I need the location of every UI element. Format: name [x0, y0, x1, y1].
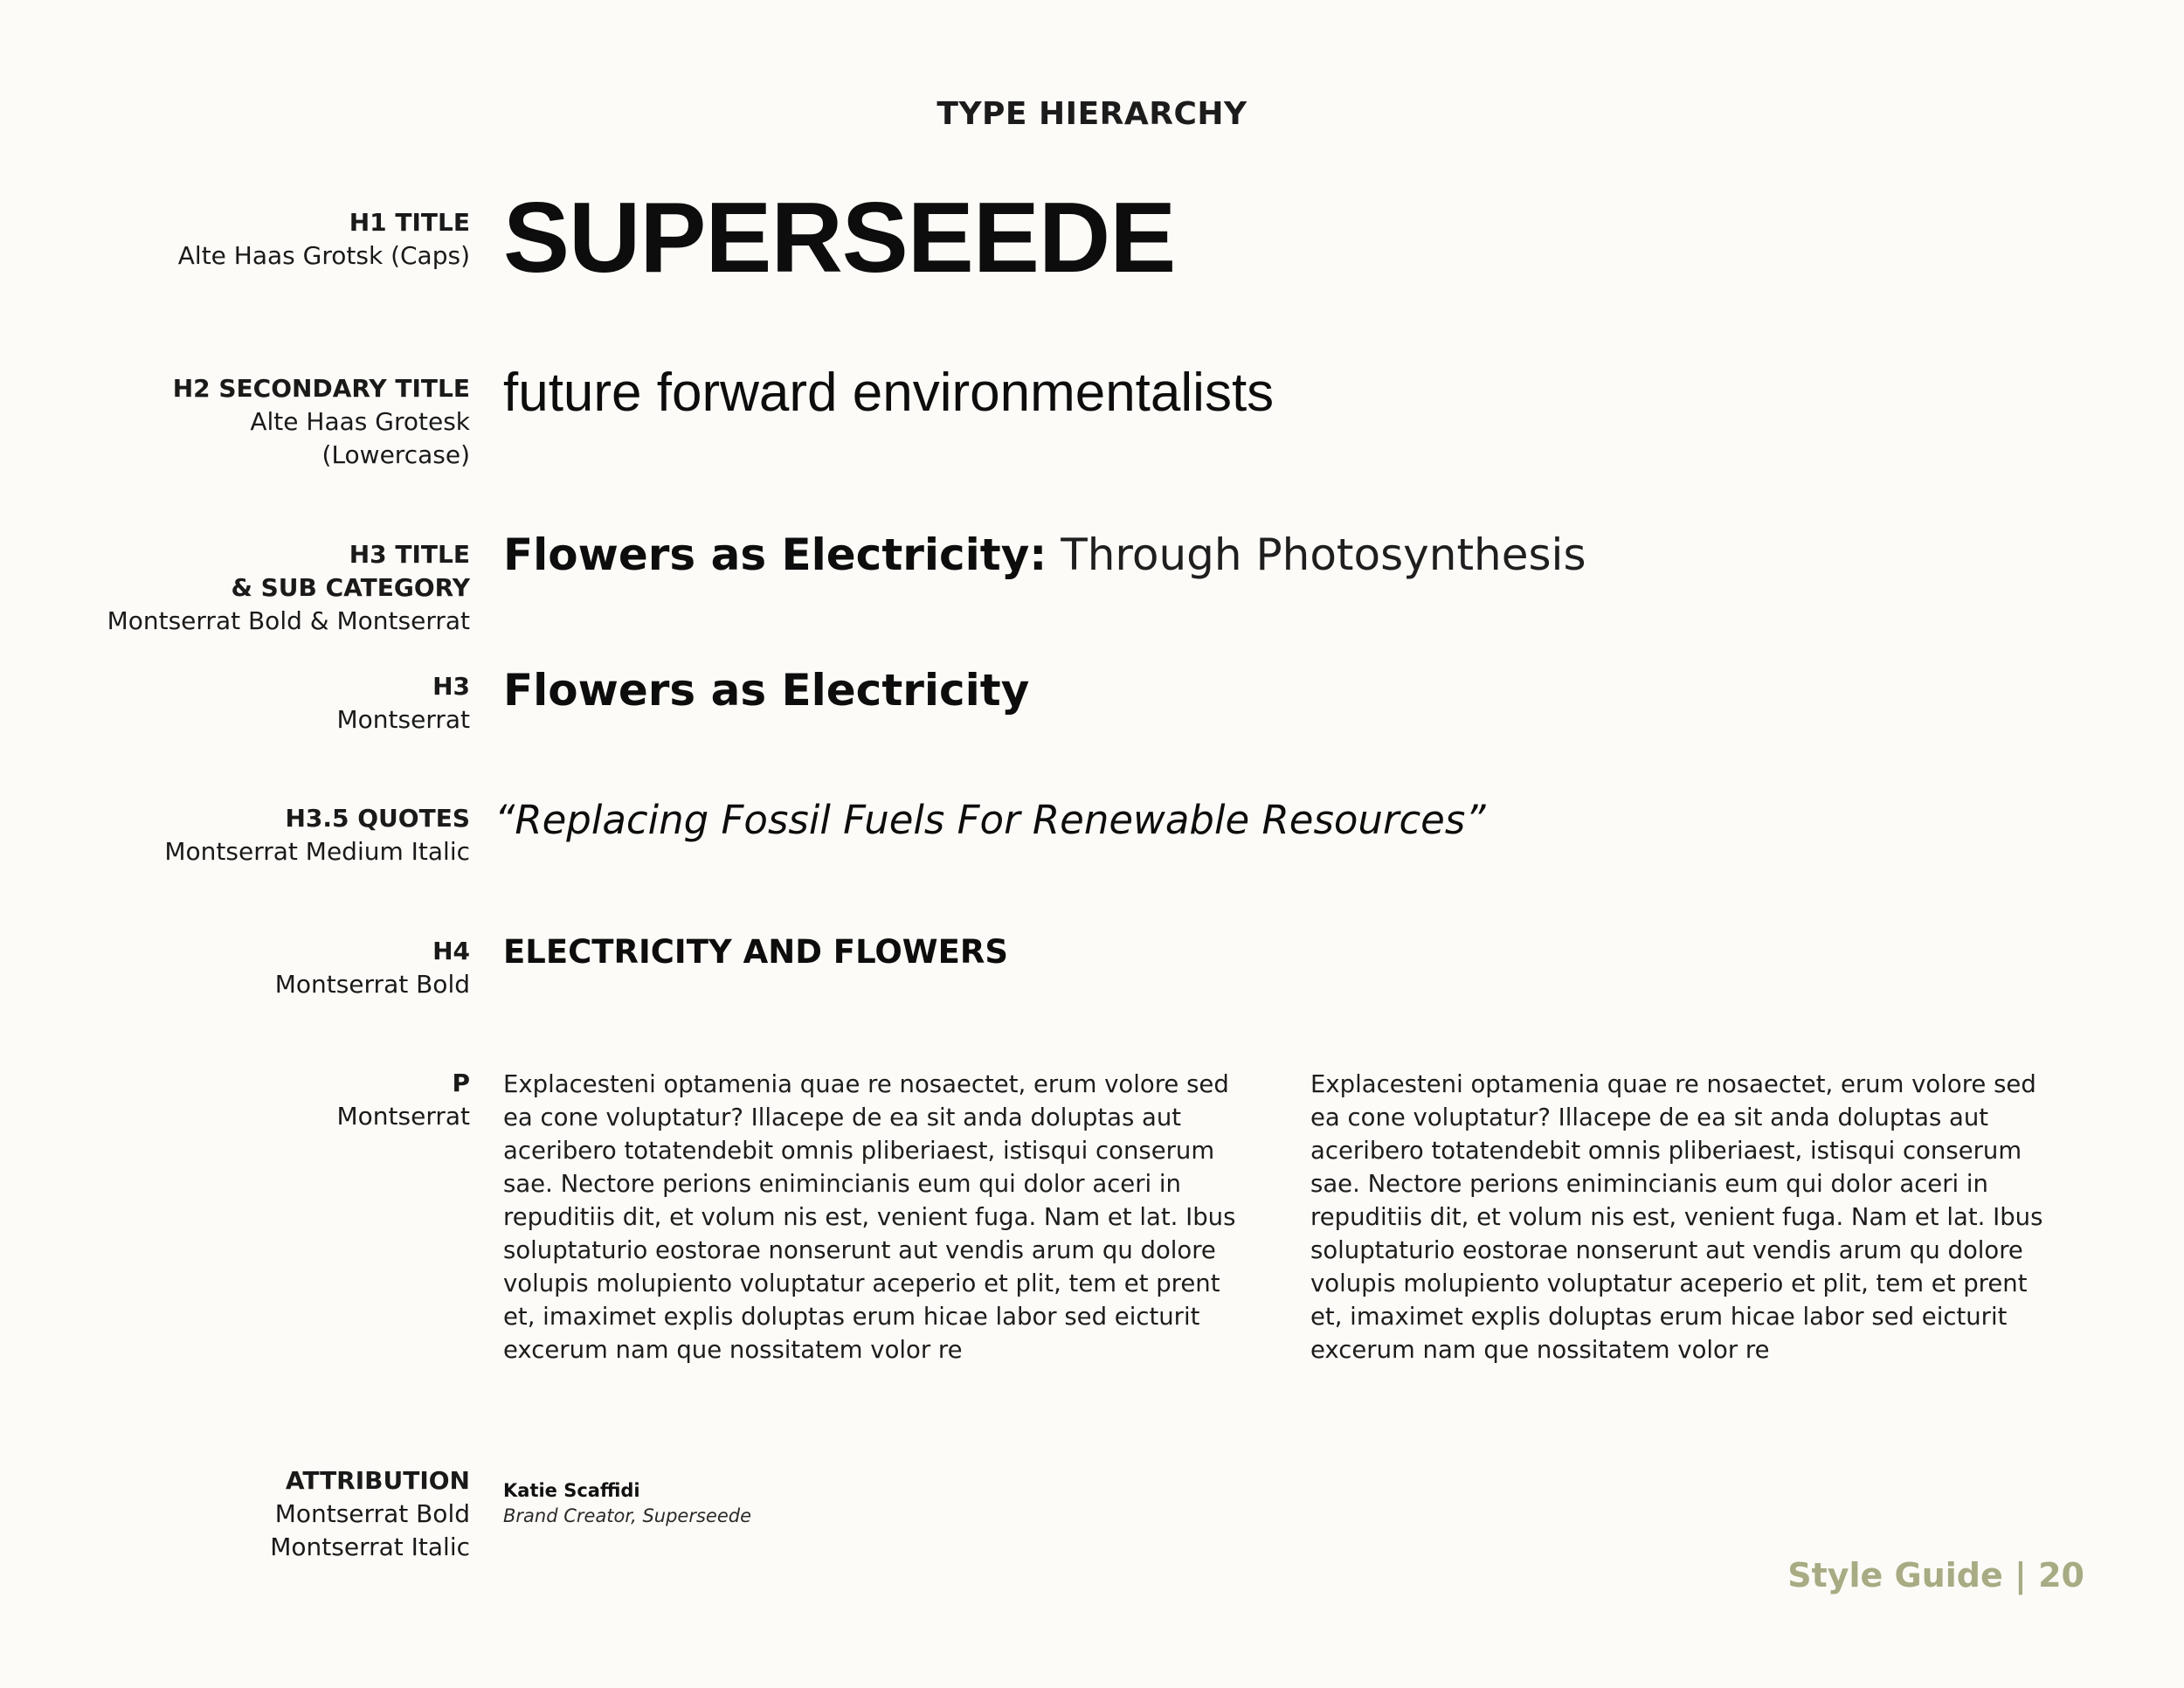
h3-sample-text: Flowers as Electricity	[503, 665, 1030, 716]
h3-style-name: H3	[432, 672, 470, 701]
attribution-font-italic: Montserrat Italic	[270, 1532, 470, 1561]
paragraph-line: excerum nam que nossitatem volor re	[503, 1336, 963, 1364]
h3-sub-style-name-2: & SUB CATEGORY	[231, 573, 470, 602]
h3-font-name: Montserrat	[336, 705, 470, 734]
h3-sub-font-name: Montserrat Bold & Montserrat	[107, 606, 470, 635]
h35-font-name: Montserrat Medium Italic	[164, 837, 470, 866]
h3-sub-sample-bold: Flowers as Electricity:	[503, 529, 1047, 580]
page-title: TYPE HIERARCHY	[936, 96, 1248, 132]
p-style-name: P	[452, 1069, 470, 1097]
h1-font-name: Alte Haas Grotsk (Caps)	[177, 241, 470, 270]
paragraph-line: aceribero totatendebit omnis pliberiaest, istisqui conserum	[503, 1137, 1215, 1165]
h1-sample-text: SUPERSEEDE	[503, 183, 1176, 294]
h4-sample-text: ELECTRICITY AND FLOWERS	[503, 933, 1009, 971]
paragraph-line: soluptaturio eostorae nonserunt aut vendis arum qu dolore	[1310, 1236, 2023, 1264]
h35-sample-quote: “Replacing Fossil Fuels For Renewable Resources”	[494, 797, 1486, 843]
paragraph-line: soluptaturio eostorae nonserunt aut vendis arum qu dolore	[503, 1236, 1216, 1264]
p-spec-label	[0, 1067, 470, 1133]
h4-spec-label	[0, 935, 470, 1001]
paragraph-line: sae. Nectore perions enimincianis eum qui dolor aceri in	[503, 1170, 1181, 1198]
h1-spec-label	[0, 206, 470, 273]
attribution-font-bold: Montserrat Bold	[274, 1499, 470, 1528]
paragraph-line: repuditiis dit, et volum nis est, venient fuga. Nam et lat. Ibus	[1310, 1203, 2043, 1231]
h3-spec-label	[0, 670, 470, 737]
h1-style-name: H1 TITLE	[349, 208, 470, 237]
paragraph-line: excerum nam que nossitatem volor re	[1310, 1336, 1770, 1364]
h2-font-name: Alte Haas Grotesk	[250, 407, 470, 436]
paragraph-line: repuditiis dit, et volum nis est, venient fuga. Nam et lat. Ibus	[503, 1203, 1236, 1231]
paragraph-line: volupis molupiento voluptatur aceperio et plit, tem et prent	[1310, 1269, 2028, 1297]
h4-style-name: H4	[432, 937, 470, 965]
h3-sub-spec-label	[0, 538, 470, 638]
attribution-sample-name: Katie Scaffidi	[503, 1480, 640, 1501]
h2-font-case: (Lowercase)	[321, 440, 470, 469]
paragraph-line: ea cone voluptatur? Illacepe de ea sit anda doluptas aut	[1310, 1103, 1989, 1131]
h3-sub-style-name: H3 TITLE	[349, 540, 470, 569]
h35-spec-label	[0, 802, 470, 868]
h35-style-name: H3.5 QUOTES	[285, 804, 470, 833]
attribution-sample-role: Brand Creator, Superseede	[503, 1505, 752, 1526]
h4-font-name: Montserrat Bold	[274, 970, 470, 999]
paragraph-line: et, imaximet explis doluptas erum hicae labor sed eicturit	[1310, 1303, 2008, 1331]
attribution-spec-label	[0, 1464, 470, 1564]
h3-sub-sample-text	[503, 526, 1586, 584]
paragraph-column-1	[503, 1068, 1272, 1366]
attribution-style-name: ATTRIBUTION	[285, 1466, 470, 1495]
paragraph-line: et, imaximet explis doluptas erum hicae labor sed eicturit	[503, 1303, 1200, 1331]
paragraph-line: volupis molupiento voluptatur aceperio et plit, tem et prent	[503, 1269, 1220, 1297]
footer-page-label: Style Guide | 20	[1787, 1556, 2084, 1595]
paragraph-line: Explacesteni optamenia quae re nosaectet, erum volore sed	[503, 1070, 1229, 1098]
h2-sample-text: future forward environmentalists	[503, 363, 1275, 423]
paragraph-line: ea cone voluptatur? Illacepe de ea sit anda doluptas aut	[503, 1103, 1182, 1131]
h2-style-name: H2 SECONDARY TITLE	[172, 374, 470, 403]
paragraph-line: sae. Nectore perions enimincianis eum qui dolor aceri in	[1310, 1170, 1988, 1198]
paragraph-line: Explacesteni optamenia quae re nosaectet, erum volore sed	[1310, 1070, 2036, 1098]
p-font-name: Montserrat	[336, 1102, 470, 1131]
paragraph-column-2	[1310, 1068, 2079, 1366]
h3-sub-sample-light: Through Photosynthesis	[1061, 529, 1586, 580]
h2-spec-label	[0, 372, 470, 472]
paragraph-line: aceribero totatendebit omnis pliberiaest, istisqui conserum	[1310, 1137, 2022, 1165]
